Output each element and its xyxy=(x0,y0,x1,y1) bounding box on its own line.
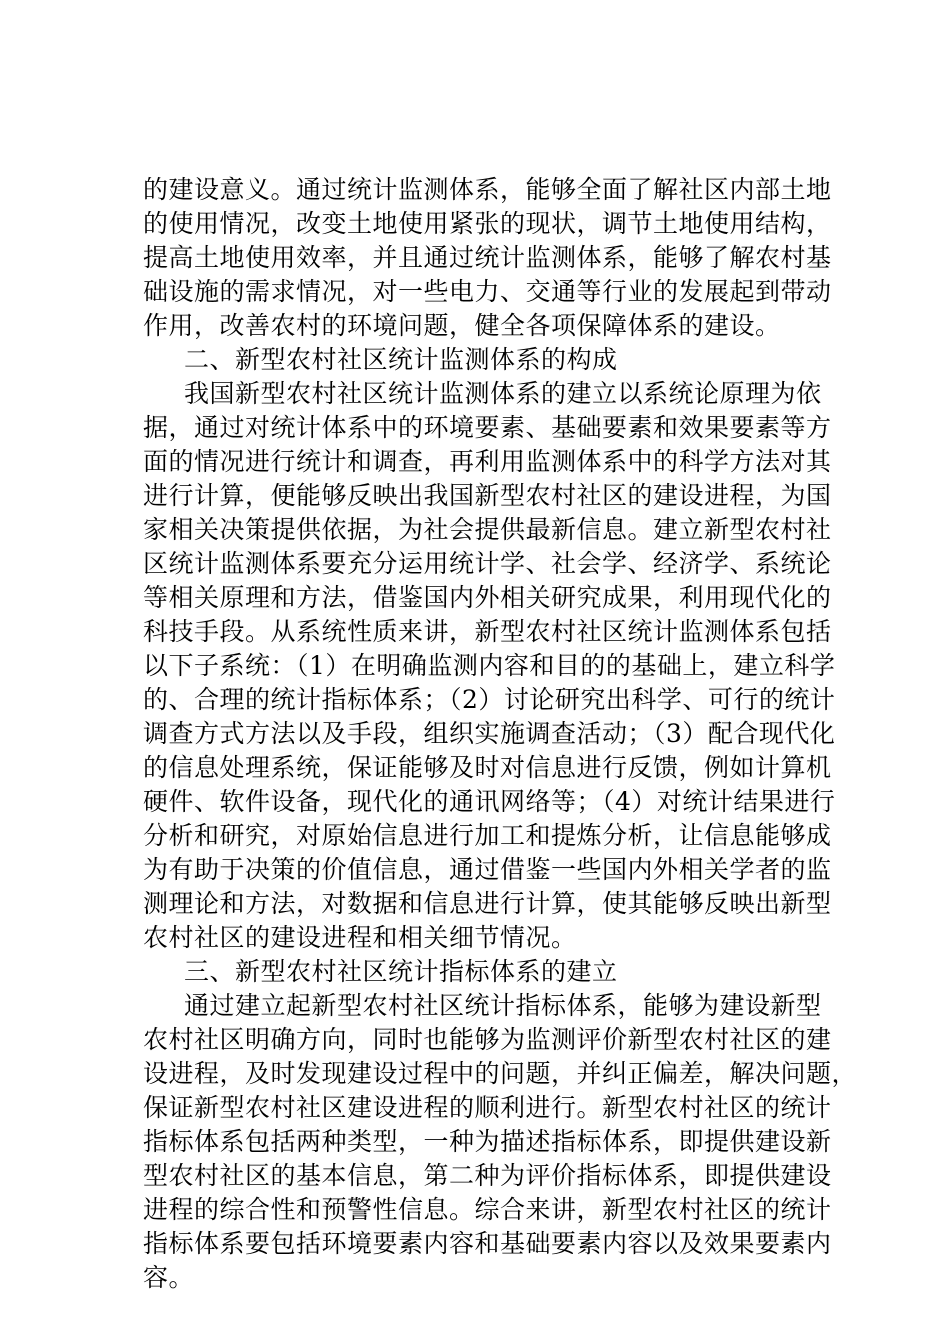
body-text-line: 硬件、软件设备，现代化的通讯网络等；（4）对统计结果进行 xyxy=(143,787,836,816)
body-text-line: 设进程，及时发现建设过程中的问题，并纠正偏差，解决问题， xyxy=(143,1059,858,1088)
body-text-line: 保证新型农村社区建设进程的顺利进行。新型农村社区的统计 xyxy=(143,1093,832,1122)
body-text-line: 容。 xyxy=(143,1263,195,1292)
body-text-line: 为有助于决策的价值信息，通过借鉴一些国内外相关学者的监 xyxy=(143,855,832,884)
body-text-line: 的建设意义。通过统计监测体系，能够全面了解社区内部土地 xyxy=(143,175,832,204)
body-text-line: 指标体系包括两种类型，一种为描述指标体系，即提供建设新 xyxy=(143,1127,832,1156)
body-text-line: 础设施的需求情况，对一些电力、交通等行业的发展起到带动 xyxy=(143,277,832,306)
body-text-line: 等相关原理和方法，借鉴国内外相关研究成果，利用现代化的 xyxy=(143,583,832,612)
body-text-line: 通过建立起新型农村社区统计指标体系，能够为建设新型 xyxy=(184,991,822,1020)
body-text-line: 的、合理的统计指标体系；（2）讨论研究出科学、可行的统计 xyxy=(143,685,836,714)
body-text-line: 进行计算，便能够反映出我国新型农村社区的建设进程，为国 xyxy=(143,481,832,510)
body-text-line: 以下子系统：（1）在明确监测内容和目的的基础上，建立科学 xyxy=(143,651,836,680)
body-text-line: 调查方式方法以及手段，组织实施调查活动；（3）配合现代化 xyxy=(143,719,836,748)
body-text-line: 面的情况进行统计和调查，再利用监测体系中的科学方法对其 xyxy=(143,447,832,476)
body-text-line: 的使用情况，改变土地使用紧张的现状，调节土地使用结构， xyxy=(143,209,832,238)
body-text-line: 型农村社区的基本信息，第二种为评价指标体系，即提供建设 xyxy=(143,1161,832,1190)
body-text-line: 分析和研究，对原始信息进行加工和提炼分析，让信息能够成 xyxy=(143,821,832,850)
body-text-line: 指标体系要包括环境要素内容和基础要素内容以及效果要素内 xyxy=(143,1229,832,1258)
body-text-line: 家相关决策提供依据，为社会提供最新信息。建立新型农村社 xyxy=(143,515,832,544)
section-heading: 二、新型农村社区统计监测体系的构成 xyxy=(184,345,618,374)
body-text-line: 农村社区的建设进程和相关细节情况。 xyxy=(143,923,577,952)
body-text-line: 我国新型农村社区统计监测体系的建立以系统论原理为依 xyxy=(184,379,822,408)
body-text-line: 作用，改善农村的环境问题，健全各项保障体系的建设。 xyxy=(143,311,781,340)
body-text-line: 据，通过对统计体系中的环境要素、基础要素和效果要素等方 xyxy=(143,413,832,442)
body-text-line: 测理论和方法，对数据和信息进行计算，使其能够反映出新型 xyxy=(143,889,832,918)
body-text-line: 科技手段。从系统性质来讲，新型农村社区统计监测体系包括 xyxy=(143,617,832,646)
body-text-line: 提高土地使用效率，并且通过统计监测体系，能够了解农村基 xyxy=(143,243,832,272)
body-text-line: 进程的综合性和预警性信息。综合来讲，新型农村社区的统计 xyxy=(143,1195,832,1224)
section-heading: 三、新型农村社区统计指标体系的建立 xyxy=(184,957,618,986)
body-text-line: 的信息处理系统，保证能够及时对信息进行反馈，例如计算机 xyxy=(143,753,832,782)
body-text-line: 区统计监测体系要充分运用统计学、社会学、经济学、系统论 xyxy=(143,549,832,578)
body-text-line: 农村社区明确方向，同时也能够为监测评价新型农村社区的建 xyxy=(143,1025,832,1054)
